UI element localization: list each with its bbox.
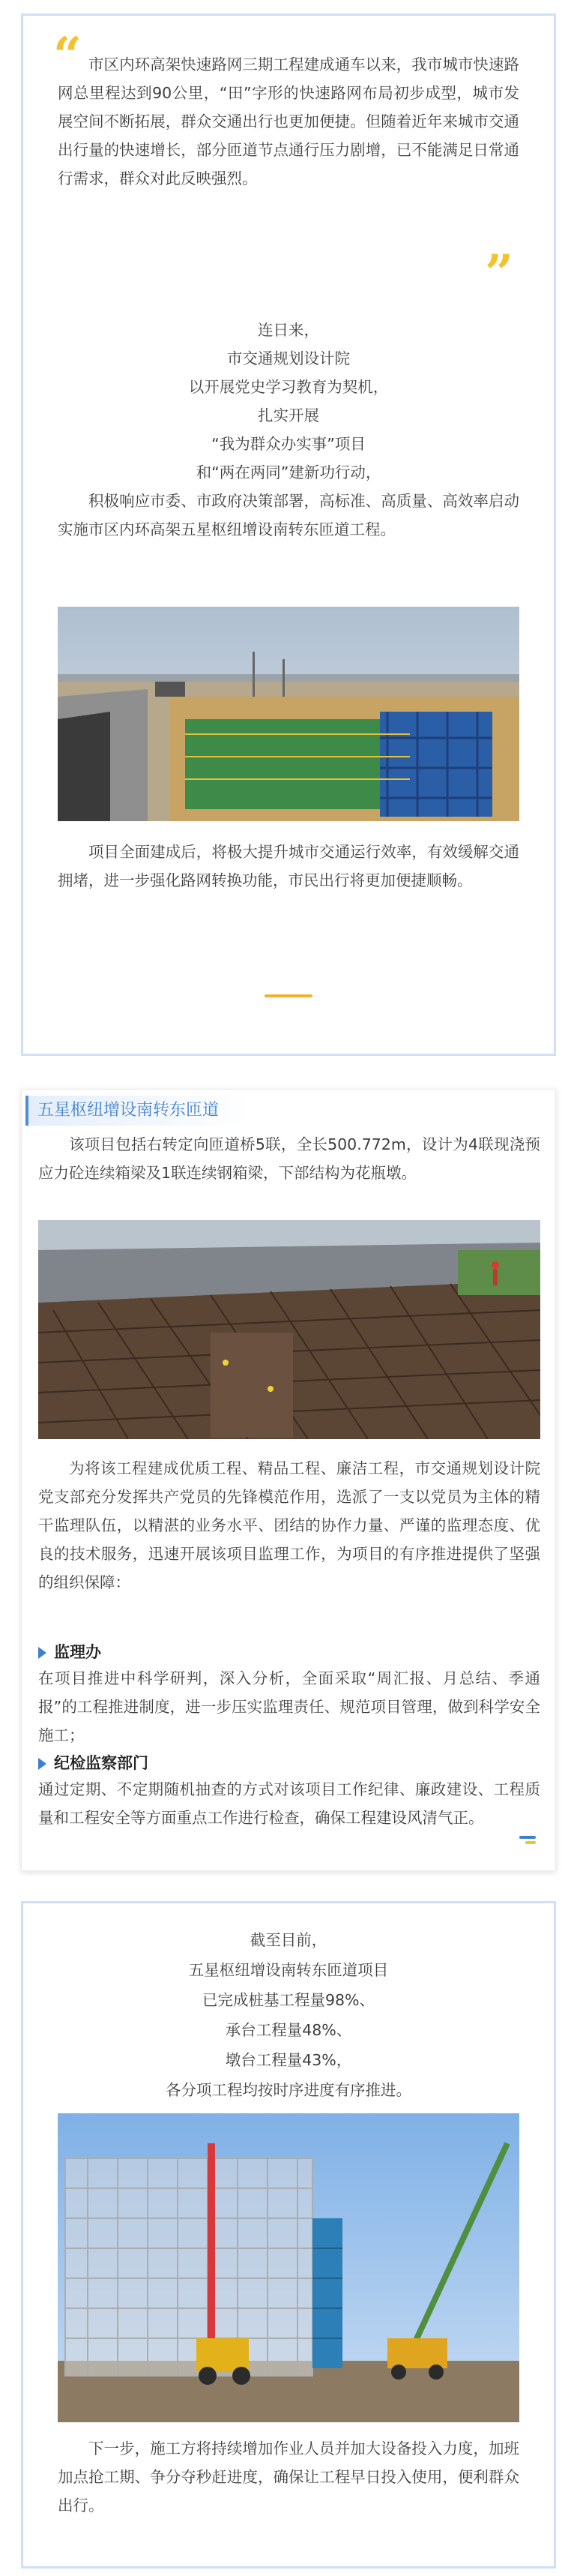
discipline-dept-heading [38, 1750, 148, 1777]
crane-site-photo [58, 2113, 519, 2422]
supervision-office-heading [38, 1639, 101, 1666]
project-card [21, 1089, 556, 1871]
centered-line: 截至目前， [250, 1931, 327, 1949]
triangle-bullet-icon [38, 1758, 46, 1770]
supervision-office-text: 在项目推进中科学研判，深入分析，全面采取“周汇报、月总结、季通报”的工程推进制度，进一步压实监理责任、规范项目管理，做到科学安全施工； [38, 1669, 540, 1744]
construction-site-photo [58, 607, 519, 821]
project-description: 该项目包括右转定向匝道桥5联，全长500.772m，设计为4联现浇预应力砼连续箱梁及1联连续钢箱梁，下部结构为花瓶墩。 [38, 1135, 540, 1182]
progress-card [21, 1901, 556, 2569]
centered-line: 市交通规划设计院 [227, 349, 350, 367]
heading-label: 监理办 [54, 1643, 101, 1661]
centered-line: 以开展党史学习教育为契机， [188, 378, 389, 396]
centered-line: 承台工程量48%、 [225, 2021, 352, 2039]
centered-line: 已完成桩基工程量98%、 [202, 1991, 375, 2009]
closing-paragraph: 下一步，施工方将持续增加作业人员并加大设备投入力度，加班加点抢工期、争分夺秒赶进度，确保让工程早日投入使用，便利群众出行。 [58, 2440, 519, 2515]
action-paragraph: 积极响应市委、市政府决策部署，高标准、高质量、高效率启动实施市区内环高架五星枢纽增设南转东匝道工程。 [58, 492, 519, 538]
intro-card [21, 13, 556, 1056]
rebar-site-photo [38, 1220, 540, 1439]
centered-line: 墩台工程量43%， [225, 2051, 352, 2069]
centered-line: “我为群众办实事”项目 [211, 435, 366, 453]
centered-line: 和“两在两同”建新功行动， [196, 463, 381, 481]
centered-line: 各分项工程均按时序进度有序推进。 [166, 2081, 411, 2099]
discipline-dept-text: 通过定期、不定期随机抽查的方式对该项目工作纪律、廉政建设、工程质量和工程安全等方面重点工作进行检查，确保工程建设风清气正。 [38, 1780, 540, 1827]
outcome-paragraph: 项目全面建成后，将极大提升城市交通运行效率，有效缓解交通拥堵，进一步强化路网转换功能，市民出行将更加便捷顺畅。 [58, 843, 519, 889]
triangle-bullet-icon [38, 1647, 46, 1659]
centered-line: 扎实开展 [258, 406, 319, 424]
centered-line: 连日来， [258, 321, 319, 339]
quote-open-icon: “ [53, 26, 82, 85]
quote-close-icon: ” [485, 244, 513, 302]
team-paragraph: 为将该工程建成优质工程、精品工程、廉洁工程，市交通规划设计院党支部充分发挥共产党员的先锋模范作用，选派了一支以党员为主体的精干监理队伍，以精湛的业务水平、团结的协作力量、严谨的监理态度、优良的技术服务，迅速开展该项目监理工作，为项目的有序推进提供了坚强的组织保障： [38, 1459, 540, 1591]
intro-paragraph: 市区内环高架快速路网三期工程建成通车以来，我市城市快速路网总里程达到90公里，“田”字形的快速路网布局初步成型，城市发展空间不断拓展，群众交通出行也更加便捷。但随着近年来城市交通出行量的快速增长，部分匝道节点通行压力剧增，已不能满足日常通行需求，群众对此反映强烈。 [58, 55, 519, 187]
heading-label: 纪检监察部门 [54, 1754, 148, 1772]
section-title: 五星枢纽增设南转东匝道 [25, 1096, 250, 1126]
divider-line [265, 994, 312, 997]
centered-line: 五星枢纽增设南转东匝道项目 [188, 1961, 389, 1979]
corner-stripes-icon [519, 1836, 539, 1849]
